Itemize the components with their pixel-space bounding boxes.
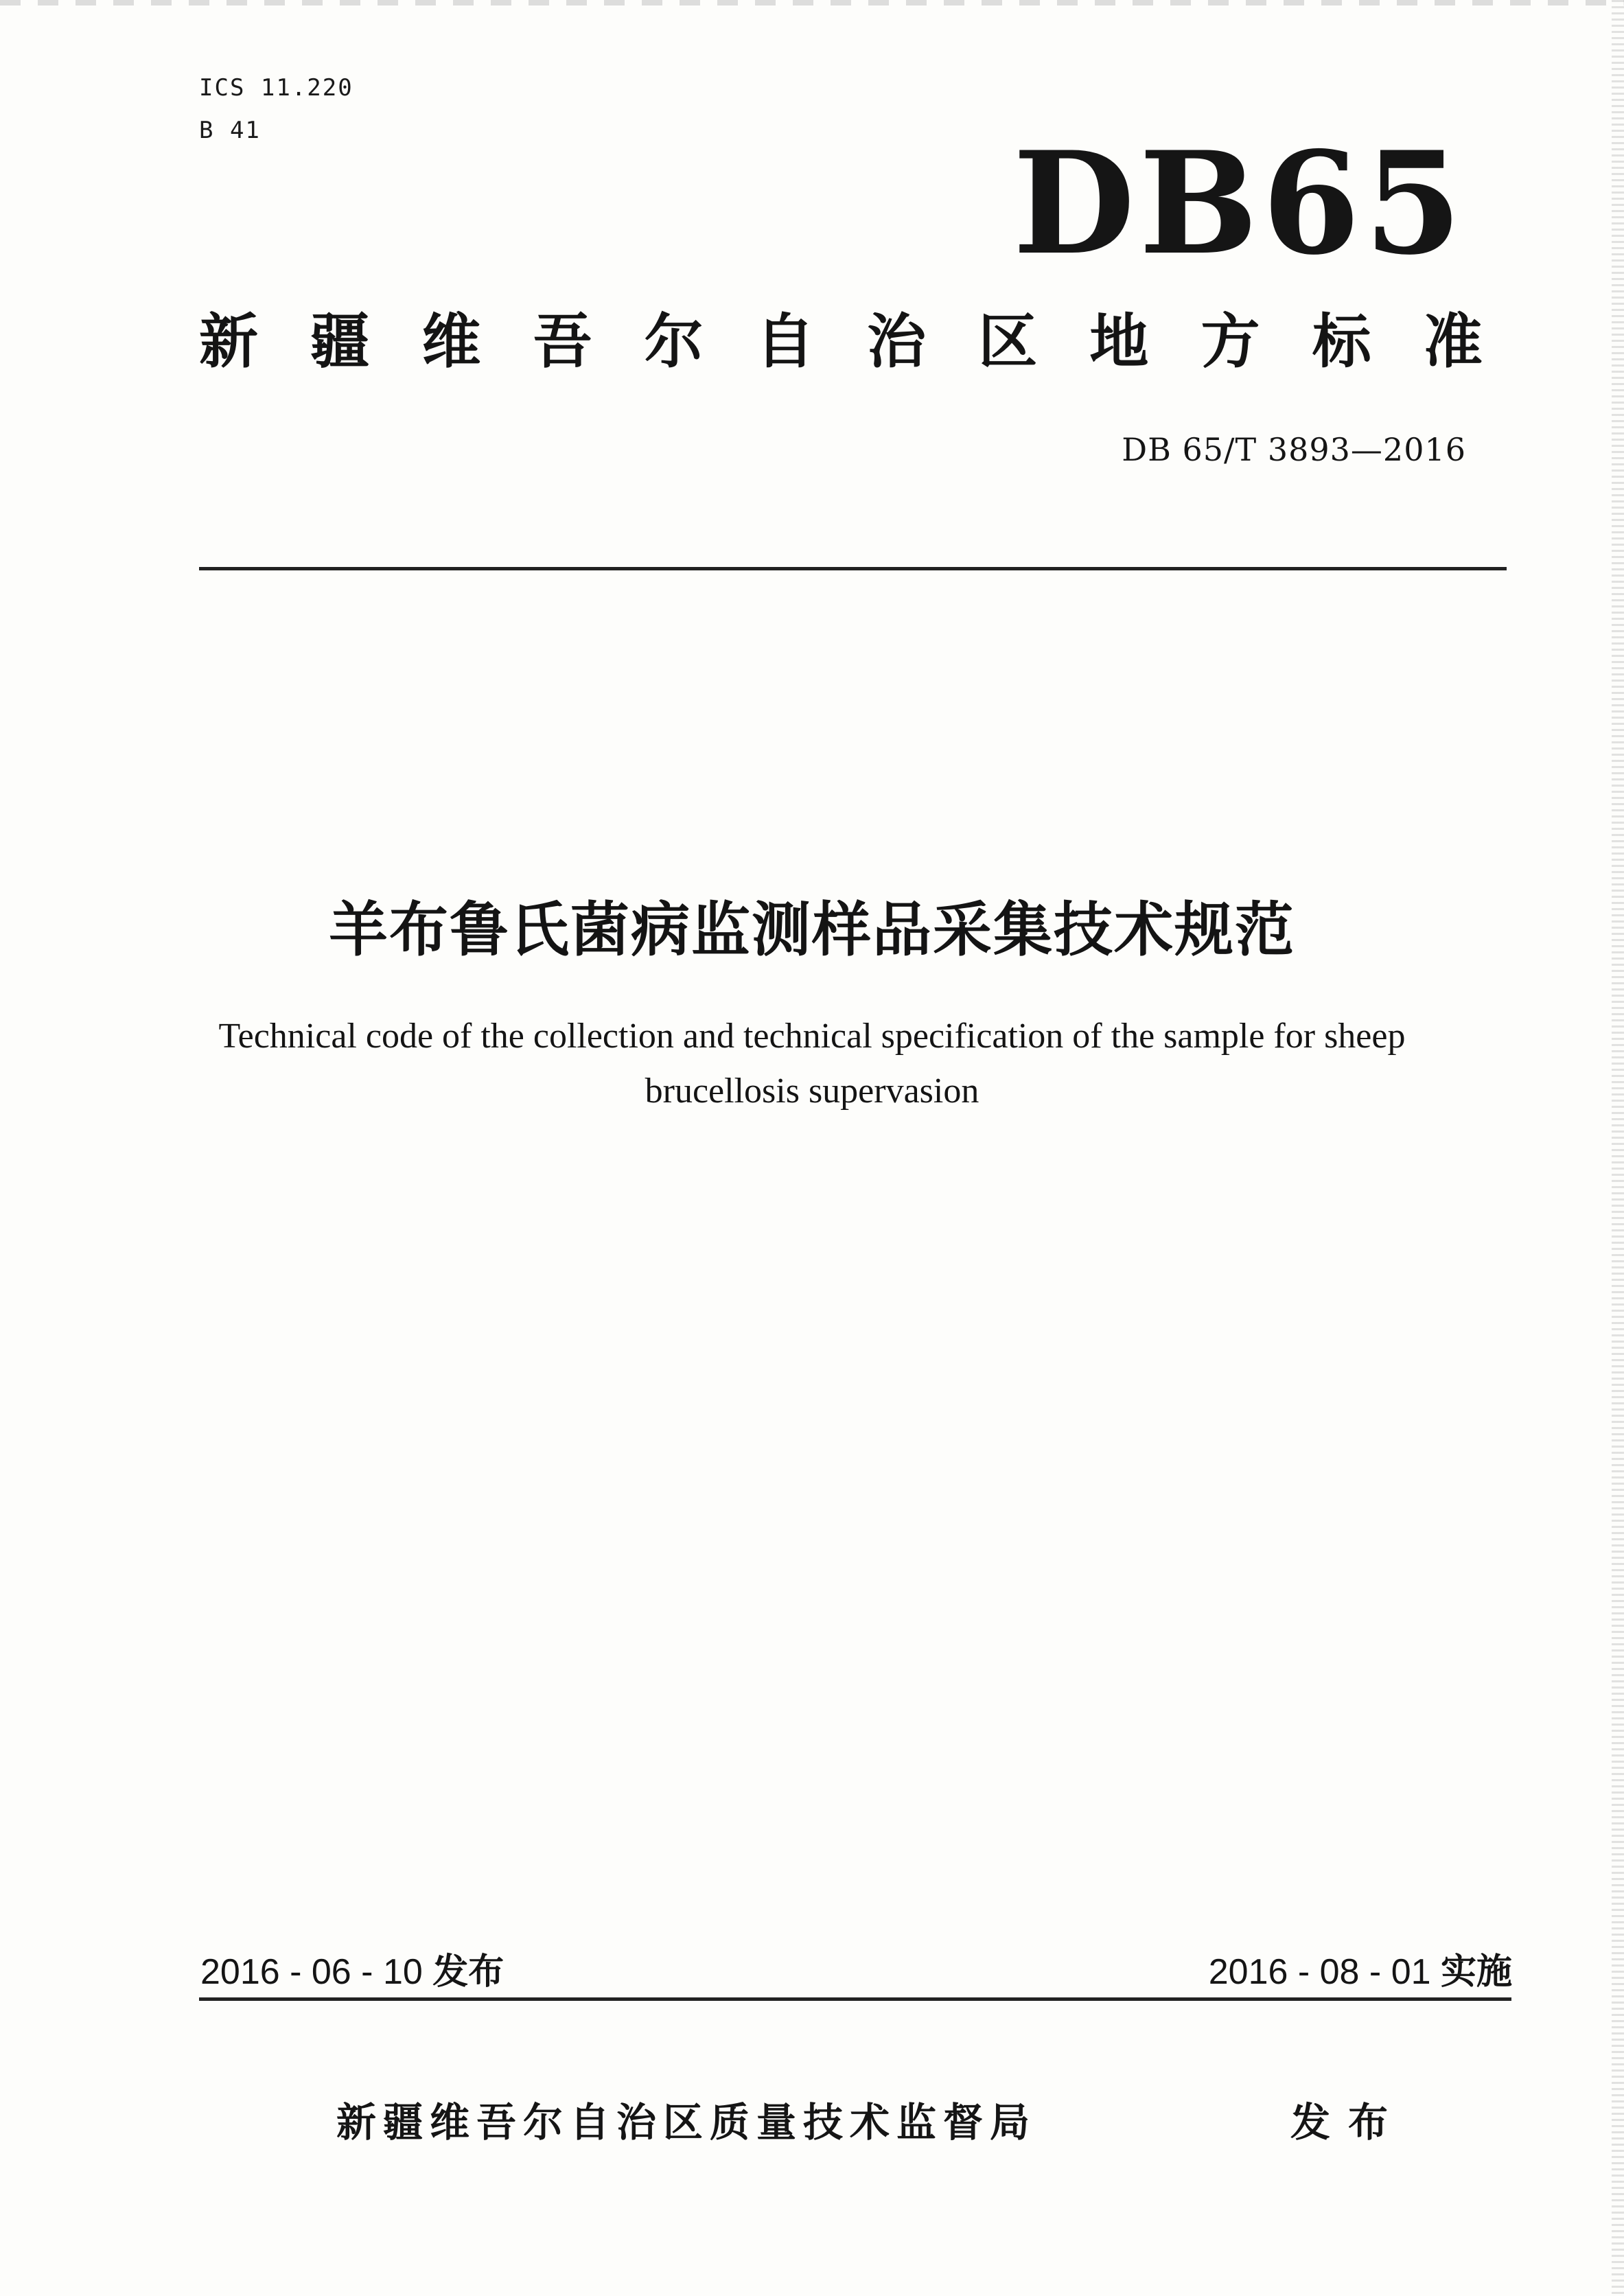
implement-label: 实施: [1440, 1951, 1512, 1993]
document-title-english-line2: brucellosis supervasion: [645, 1071, 979, 1111]
implement-date-block: [1209, 1943, 1512, 1994]
ics-code: ICS 11.220: [199, 74, 353, 102]
category-title-char: 疆: [310, 308, 370, 376]
category-title-char: 治: [867, 308, 927, 376]
implement-date: 2016 - 08 - 01: [1208, 1952, 1431, 1992]
document-title-chinese: 羊布鲁氏菌病监测样品采集技术规范: [329, 896, 1295, 964]
category-title-char: 尔: [644, 308, 704, 376]
publish-label: 发布: [432, 1951, 504, 1993]
class-code: B 41: [199, 117, 261, 144]
document-title-english-line1: Technical code of the collection and technical specification of the sample for sheep: [218, 1017, 1406, 1056]
scan-artifact-right: [1612, 0, 1624, 2296]
footer-divider: [199, 1997, 1511, 2001]
category-title-char: 方: [1200, 308, 1260, 376]
category-title-char: 吾: [533, 308, 592, 376]
category-title-char: 新: [199, 308, 258, 376]
category-title-char: 准: [1423, 308, 1483, 376]
standard-logo: DB65: [1012, 121, 1466, 286]
category-title-char: 区: [978, 308, 1038, 376]
standard-category-title: [199, 308, 1483, 376]
issuer-action: 发布: [1290, 2099, 1406, 2146]
category-title-char: 标: [1312, 308, 1371, 376]
header-divider: [199, 567, 1507, 570]
publish-date: 2016 - 06 - 10: [200, 1952, 423, 1992]
category-title-char: 维: [421, 308, 481, 376]
scan-artifact-top: [0, 0, 1624, 5]
issuer-name: 新疆维吾尔自治区质量技术监督局: [336, 2099, 1037, 2146]
category-title-char: 地: [1089, 308, 1149, 376]
publish-date-block: [200, 1943, 504, 1994]
standard-number: DB 65/T 3893—2016: [1122, 431, 1466, 468]
category-title-char: 自: [755, 308, 815, 376]
